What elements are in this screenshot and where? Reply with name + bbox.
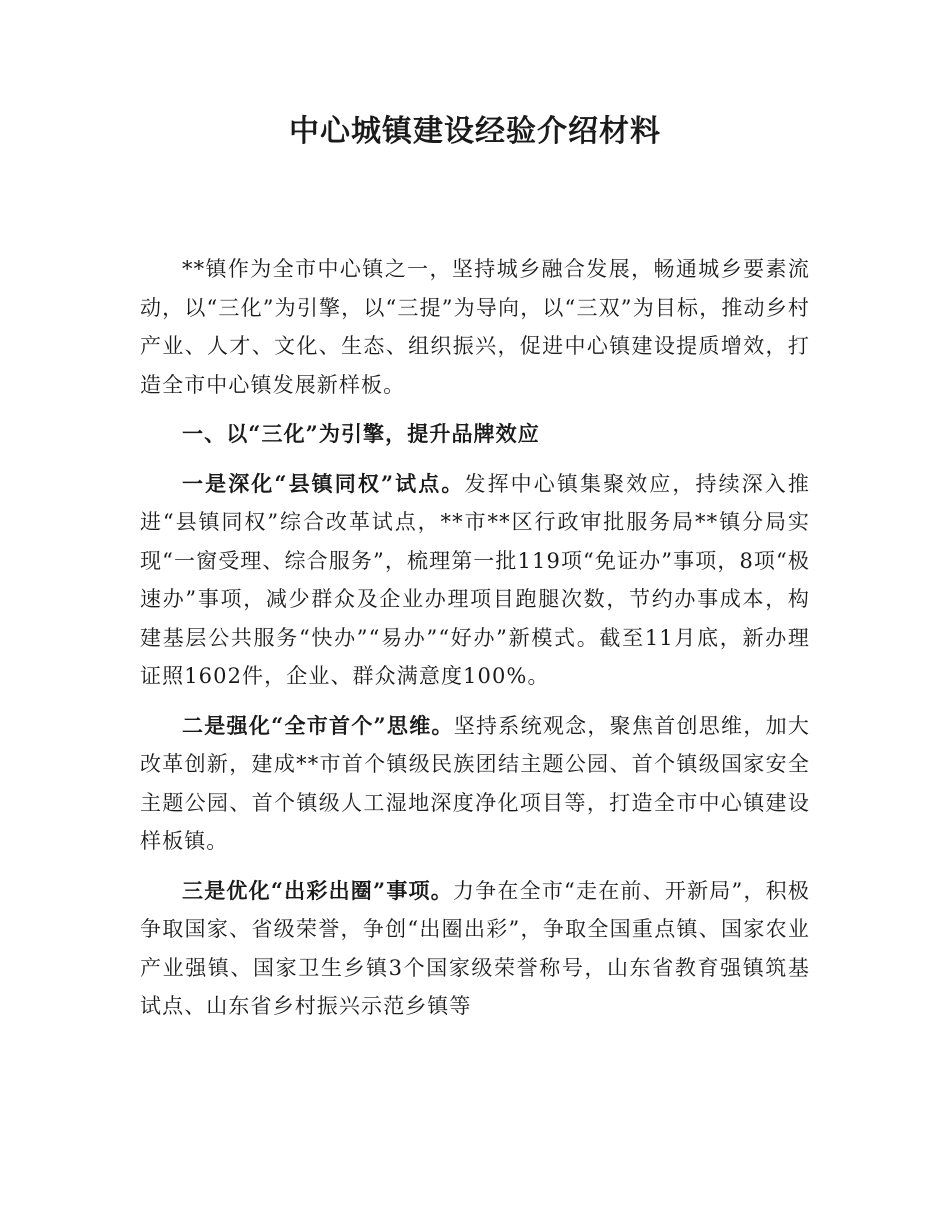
item-text: 力争在全市“走在前、开新局”，积极争取国家、省级荣誉，争创“出圈出彩”，争取全国重点镇、国家农业产业强镇、国家卫生乡镇3个国家级荣誉称号，山东省教育强镇筑基试点、山东省乡村振兴示范乡镇等 bbox=[140, 878, 810, 1018]
item-paragraph-2 bbox=[140, 707, 810, 861]
item-paragraph-1 bbox=[140, 465, 810, 696]
item-lead: 一是深化“县镇同权”试点。 bbox=[182, 470, 465, 496]
intro-paragraph: **镇作为全市中心镇之一，坚持城乡融合发展，畅通城乡要素流动，以“三化”为引擎，以“三提”为导向，以“三双”为目标，推动乡村产业、人才、文化、生态、组织振兴，促进中心镇建设提质增效，打造全市中心镇发展新样板。 bbox=[140, 257, 810, 397]
section-heading: 一、以“三化”为引擎，提升品牌效应 bbox=[182, 421, 540, 446]
item-text: 发挥中心镇集聚效应，持续深入推进“县镇同权”综合改革试点，**市**区行政审批服务局**镇分局实现“一窗受理、综合服务”，梳理第一批119项“免证办”事项，8项“极速办”事项，减少群众及企业办理项目跑腿次数，节约办事成本，构建基层公共服务“快办”“易办”“好办”新模式。截至11月底，新办理证照1602件，企业、群众满意度100%。 bbox=[140, 471, 810, 688]
document-title: 中心城镇建设经验介绍材料 bbox=[289, 114, 661, 149]
document-body bbox=[140, 250, 810, 1037]
item-lead: 二是强化“全市首个”思维。 bbox=[182, 712, 454, 738]
item-text: 坚持系统观念，聚焦首创思维，加大改革创新，建成**市首个镇级民族团结主题公园、首个镇级国家安全主题公园、首个镇级人工湿地深度净化项目等，打造全市中心镇建设样板镇。 bbox=[140, 713, 810, 853]
item-paragraph-3 bbox=[140, 872, 810, 1026]
item-lead: 三是优化“出彩出圈”事项。 bbox=[182, 877, 453, 903]
